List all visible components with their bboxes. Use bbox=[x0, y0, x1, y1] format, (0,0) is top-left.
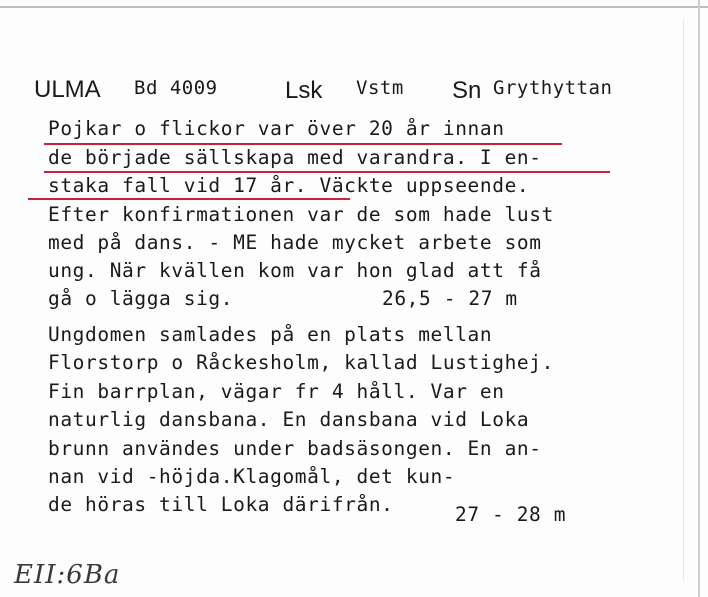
text-line: staka fall vid 17 år. Väckte uppseende. bbox=[48, 174, 530, 197]
text-line: gå o lägga sig. bbox=[48, 287, 234, 310]
text-line: Florstorp o Råckesholm, kallad Lustighej. bbox=[48, 351, 554, 374]
red-underline bbox=[44, 143, 562, 145]
landskap-value: Vstm bbox=[356, 77, 404, 99]
text-line: de höras till Loka därifrån. bbox=[48, 493, 394, 516]
text-line: Pojkar o flickor var över 20 år innan bbox=[48, 117, 505, 140]
text-line: Efter konfirmationen var de som hade lust bbox=[48, 203, 554, 226]
text-line: brunn användes under badsäsongen. En an- bbox=[48, 437, 542, 460]
socken-label: Sn bbox=[452, 77, 482, 104]
landskap-label: Lsk bbox=[285, 77, 323, 104]
text-line: de började sällskapa med varandra. I en- bbox=[48, 146, 542, 169]
page-reference: 26,5 - 27 m bbox=[382, 287, 518, 310]
text-line: Fin barrplan, vägar fr 4 håll. Var en bbox=[48, 380, 505, 403]
top-border bbox=[0, 6, 708, 8]
text-line: nan vid -höjda.Klagomål, det kun- bbox=[48, 465, 456, 488]
text-line: Ungdomen samlades på en plats mellan bbox=[48, 323, 493, 346]
red-underline bbox=[44, 171, 610, 173]
right-border-inner bbox=[683, 20, 684, 580]
socken-value: Grythyttan bbox=[493, 77, 613, 99]
text-line: med på dans. - ME hade mycket arbete som bbox=[48, 231, 542, 254]
right-border bbox=[698, 0, 700, 597]
page-reference: 27 - 28 m bbox=[455, 503, 567, 526]
red-underline bbox=[28, 198, 350, 200]
handwritten-signum: EII:6Ba bbox=[14, 560, 121, 590]
archive-code: ULMA bbox=[34, 76, 101, 103]
text-line: ung. När kvällen kom var hon glad att få bbox=[48, 259, 542, 282]
volume-number: Bd 4009 bbox=[134, 77, 218, 99]
text-line: naturlig dansbana. En dansbana vid Loka bbox=[48, 408, 530, 431]
